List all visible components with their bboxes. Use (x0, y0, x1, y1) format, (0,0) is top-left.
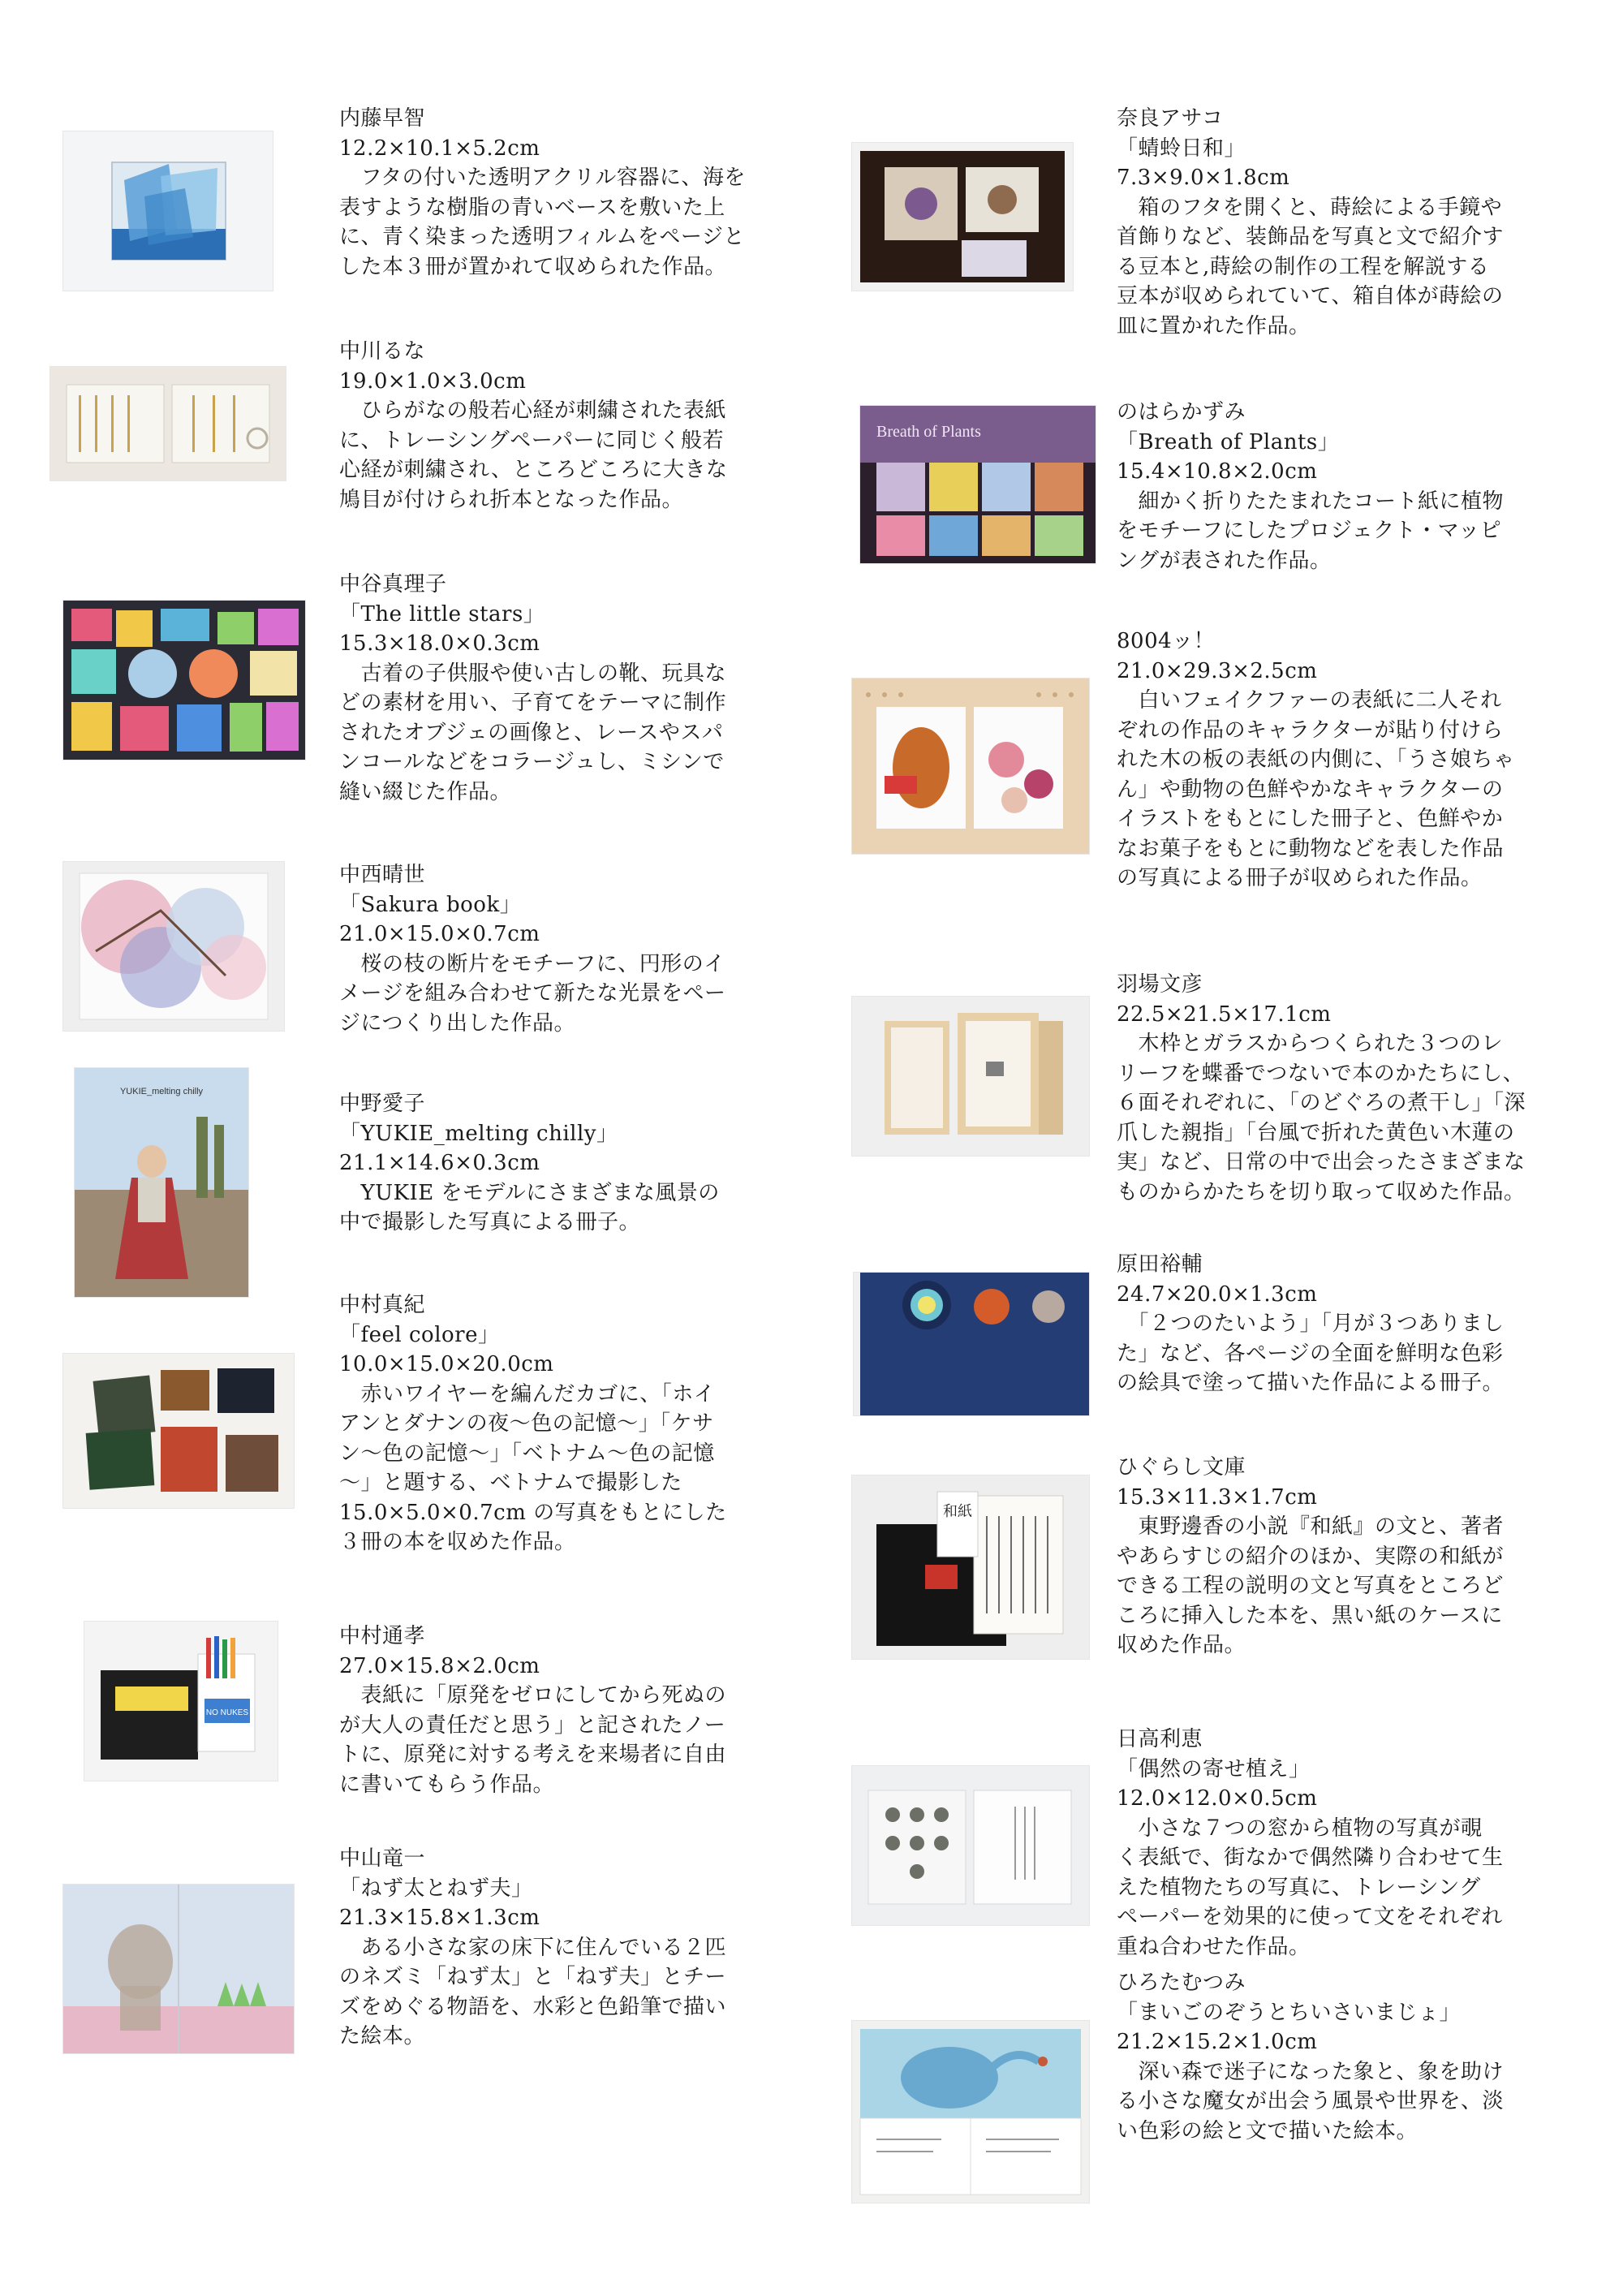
artist-name: 中川るな (339, 339, 426, 364)
description-line: リーフを蝶番でつないで本のかたちにし、 (1117, 1061, 1525, 1086)
work-title: 「Sakura book」 (339, 892, 522, 917)
artist-name: 中村通孝 (339, 1624, 426, 1648)
description-line: い色彩の絵と文で描いた絵本。 (1117, 2118, 1419, 2143)
book-cover-title: 和紙 (943, 1503, 972, 1520)
description-line: 細かく折りたたまれたコート紙に植物 (1117, 489, 1505, 514)
description-line: できる工程の説明の文と写真をところど (1117, 1574, 1505, 1598)
dimensions: 15.3×11.3×1.7cm (1117, 1484, 1318, 1510)
cover-title: YUKIE_melting chilly (119, 1087, 204, 1096)
description-line: ３冊の本を収めた作品。 (339, 1530, 576, 1554)
description-line: 小さな７つの窓から植物の写真が覗 (1117, 1816, 1483, 1841)
description-line: 箱のフタを開くと、蒔絵による手鏡や (1117, 195, 1503, 220)
artwork-photo (63, 131, 273, 291)
description-line: ものからかたちを切り取って収めた作品。 (1117, 1179, 1526, 1204)
artwork-photo (852, 1766, 1089, 1925)
description-line: した本３冊が置かれて収められた作品。 (339, 254, 727, 279)
description-line: アンとダナンの夜～色の記憶～」「ケサ (339, 1411, 714, 1436)
description-line: 重ね合わせた作品。 (1117, 1934, 1311, 1959)
artist-name: 中村真紀 (339, 1293, 426, 1317)
description-line: ～」と題する、ベトナムで撮影した (339, 1471, 682, 1495)
artwork-photo (852, 2021, 1089, 2203)
description-line: た」など、各ページの全面を鮮明な色彩 (1117, 1341, 1504, 1366)
dimensions: 15.3×18.0×0.3cm (339, 631, 540, 656)
description-line: ングが表された作品。 (1117, 548, 1332, 573)
description-line: ペーパーを効果的に使って文をそれぞれ (1117, 1905, 1503, 1929)
description-line: されたオブジェの画像と、レースやスパ (339, 720, 724, 745)
description-line: 白いフェイクファーの表紙に二人それ (1117, 688, 1502, 713)
description-line: なお菓子をもとに動物などを表した作品 (1117, 836, 1505, 861)
description-line: 東野邊香の小説『和紙』の文と、著者 (1117, 1514, 1505, 1539)
work-title: 「The little stars」 (339, 601, 545, 627)
description-line: 収めた作品。 (1117, 1633, 1246, 1657)
description-line: 豆本が収められていて、箱自体が蒔絵の (1117, 284, 1504, 308)
description-line: やあらすじの紹介のほか、実際の和紙が (1117, 1544, 1505, 1569)
description-line: ジにつくり出した作品。 (339, 1010, 575, 1036)
artwork-photo (860, 406, 1096, 563)
artwork-photo (63, 1354, 294, 1508)
description-line: に、青く染まった透明フィルムをページと (339, 225, 745, 249)
description-line: 桜の枝の断片をモチーフに、円形のイ (339, 951, 725, 976)
description-line: 15.0×5.0×0.7cm の写真をもとにした (339, 1500, 727, 1525)
artwork-photo (852, 143, 1073, 291)
dimensions: 21.1×14.6×0.3cm (339, 1151, 540, 1175)
description-line: ひらがなの般若心経が刺繍された表紙 (339, 398, 727, 423)
work-title: 「ねず太とねず夫」 (339, 1876, 533, 1901)
description-line: YUKIE をモデルにさまざまな風景の (339, 1180, 720, 1205)
artwork-photo (63, 862, 284, 1031)
description-line: 首飾りなど、装飾品を写真と文で紹介す (1117, 225, 1505, 249)
work-title: 「蜻蛉日和」 (1117, 136, 1246, 161)
description-line: 縫い綴じた作品。 (339, 779, 512, 804)
artist-name: 奈良アサコ (1117, 106, 1224, 131)
artist-name: 中山竜一 (339, 1846, 426, 1871)
description-line: ンコールなどをコラージュし、ミシンで (339, 750, 725, 774)
dimensions: 15.4×10.8×2.0cm (1117, 459, 1318, 484)
artwork-photo (84, 1622, 278, 1781)
description-line: フタの付いた透明アクリル容器に、海を (339, 166, 746, 190)
description-line: ぞれの作品のキャラクターが貼り付けら (1117, 717, 1504, 743)
artist-name: 中西晴世 (339, 863, 426, 887)
description-line: ある小さな家の床下に住んでいる２匹 (339, 1935, 727, 1960)
description-line: どの素材を用い、子育てをテーマに制作 (339, 691, 727, 715)
dimensions: 10.0×15.0×20.0cm (339, 1352, 554, 1376)
description-line: 赤いワイヤーを編んだカゴに、「ホイ (339, 1381, 716, 1406)
description-line: ズをめぐる物語を、水彩と色鉛筆で描い (339, 1994, 727, 2019)
description-line: の写真による冊子が収められた作品。 (1117, 866, 1483, 890)
badge-text: NO NUKES (205, 1708, 249, 1717)
description-line: 鳩目が付けられ折本となった作品。 (339, 487, 684, 512)
artist-name: ひろたむつみ (1117, 1971, 1246, 1995)
description-line: 爪した親指」「台風で折れた黄色い木蓮の (1117, 1120, 1515, 1145)
artist-name: 中野愛子 (339, 1092, 426, 1116)
projected-text: Breath of Plants (876, 423, 981, 441)
description-line: の絵具で塗って描いた作品による冊子。 (1117, 1371, 1505, 1395)
description-line: に、トレーシングペーパーに同じく般若 (339, 428, 725, 453)
artist-name: 羽場文彦 (1117, 972, 1203, 997)
description-line: く表紙で、街なかで偶然隣り合わせて生 (1117, 1846, 1504, 1870)
dimensions: 21.0×29.3×2.5cm (1117, 658, 1318, 683)
dimensions: 19.0×1.0×3.0cm (339, 368, 527, 394)
work-title: 「YUKIE_melting chilly」 (339, 1121, 618, 1146)
artwork-photo (50, 367, 286, 480)
artist-name: 日高利恵 (1117, 1727, 1203, 1751)
description-line: ん」や動物の色鮮やかなキャラクターの (1117, 777, 1504, 802)
description-line: が大人の責任だと思う」と記されたノー (339, 1712, 726, 1738)
dimensions: 12.0×12.0×0.5cm (1117, 1786, 1318, 1811)
description-line: に書いてもらう作品。 (339, 1772, 555, 1797)
artist-name: 8004ッ！ (1117, 629, 1216, 653)
description-line: 表すような樹脂の青いベースを敷いた上 (339, 195, 725, 220)
description-line: 木枠とガラスからつくられた３つのレ (1117, 1032, 1503, 1056)
dimensions: 27.0×15.8×2.0cm (339, 1653, 540, 1678)
dimensions: 21.3×15.8×1.3cm (339, 1906, 540, 1930)
artwork-photo (63, 1885, 294, 2053)
description-line: た絵本。 (339, 2024, 426, 2048)
description-line: イラストをもとにした冊子と、色鮮やか (1117, 807, 1504, 831)
description-line: ン～色の記憶～」「ベトナム～色の記憶 (339, 1441, 715, 1466)
description-line: 「２つのたいよう」「月が３つありまし (1117, 1312, 1505, 1336)
dimensions: 12.2×10.1×5.2cm (339, 136, 540, 161)
description-line: れた木の板の表紙の内側に、「うさ娘ちゃ (1117, 747, 1515, 772)
artist-name: 中谷真理子 (339, 572, 447, 597)
artwork-photo (854, 1273, 1089, 1415)
artwork-photo (852, 997, 1089, 1156)
artwork-photo (63, 601, 305, 760)
dimensions: 22.5×21.5×17.1cm (1117, 1002, 1332, 1027)
description-line: 皿に置かれた作品。 (1117, 313, 1311, 338)
description-line: 中で撮影した写真による冊子。 (339, 1210, 641, 1234)
work-title: 「Breath of Plants」 (1117, 429, 1340, 454)
dimensions: 24.7×20.0×1.3cm (1117, 1282, 1318, 1307)
work-title: 「まいごのぞうとちいさいまじょ」 (1117, 2000, 1462, 2025)
artwork-photo (75, 1068, 248, 1297)
description-line: ころに挿入した本を、黒い紙のケースに (1117, 1603, 1503, 1628)
description-line: 深い森で迷子になった象と、象を助け (1117, 2059, 1505, 2084)
work-title: 「feel colore」 (339, 1322, 500, 1347)
description-line: 表紙に「原発をゼロにしてから死ぬの (339, 1683, 727, 1708)
description-line: メージを組み合わせて新たな光景をペー (339, 981, 726, 1006)
artist-name: 内藤早智 (339, 106, 426, 131)
description-line: トに、原発に対する考えを来場者に自由 (339, 1742, 727, 1767)
artist-name: 原田裕輔 (1117, 1252, 1203, 1277)
description-line: る小さな魔女が出会う風景や世界を、淡 (1117, 2089, 1505, 2113)
dimensions: 21.0×15.0×0.7cm (339, 922, 540, 946)
description-line: のネズミ「ねず太」と「ねず夫」とチー (339, 1965, 727, 1989)
artist-name: ひぐらし文庫 (1117, 1455, 1246, 1480)
description-line: る豆本と,蒔絵の制作の工程を解説する (1117, 254, 1490, 279)
description-line: 古着の子供服や使い古しの靴、玩具な (339, 661, 727, 686)
artwork-photo (852, 1475, 1089, 1659)
description-line: をモチーフにしたプロジェクト・マッピ (1117, 519, 1502, 543)
description-line: 実」など、日常の中で出会ったさまざまな (1117, 1150, 1526, 1174)
work-title: 「偶然の寄せ植え」 (1117, 1756, 1311, 1781)
artist-name: のはらかずみ (1117, 400, 1246, 424)
description-line: えた植物たちの写真に、トレーシング (1117, 1875, 1481, 1900)
dimensions: 21.2×15.2×1.0cm (1117, 2030, 1318, 2054)
dimensions: 7.3×9.0×1.8cm (1117, 166, 1290, 190)
artwork-photo (852, 678, 1089, 854)
description-line: 心経が刺繍され、ところどころに大きな (339, 458, 728, 482)
description-line: ６面それぞれに、「のどぐろの煮干し」「深 (1117, 1091, 1526, 1115)
